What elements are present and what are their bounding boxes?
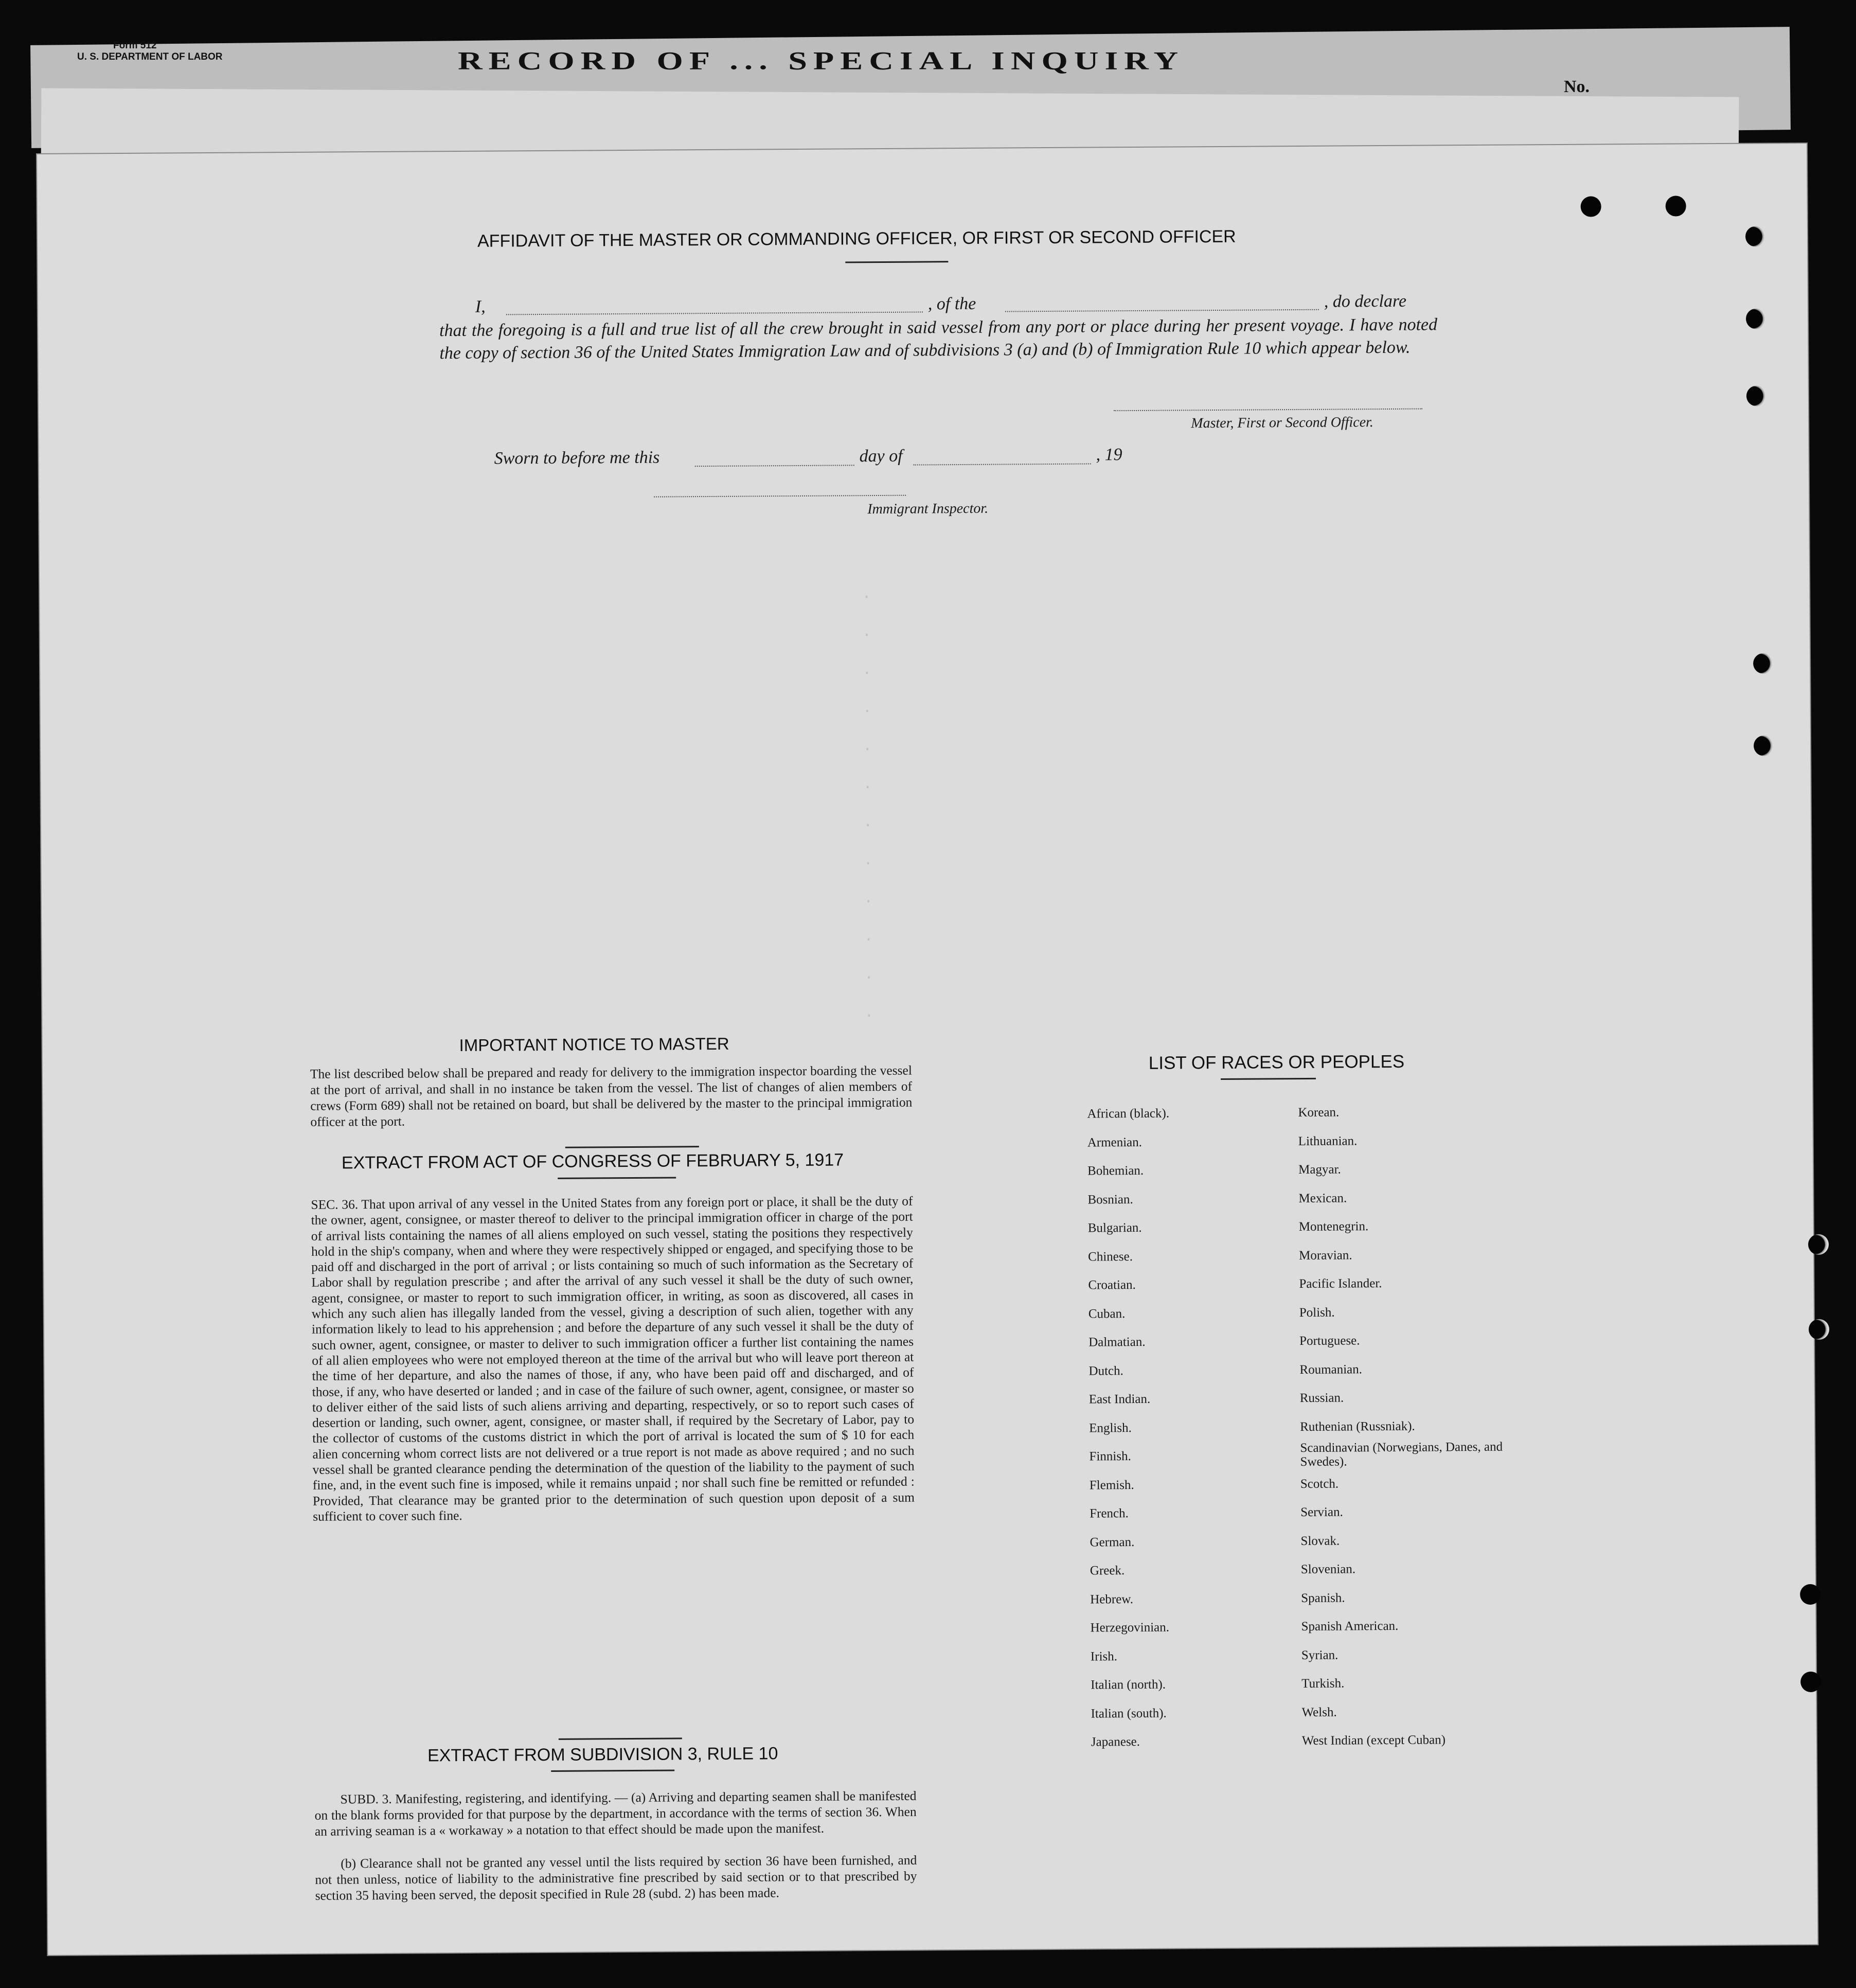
- punch-hole: [1809, 1319, 1829, 1340]
- races-left-column: [1087, 1098, 1287, 1756]
- extract-rule-para-b: (b) Clearance shall not be granted any vessel until the lists required by section 36 have been furnished, and not then unless, notice of liability to the administrative fine prescribed by said section or to that prescribed by section 35 having been served, the deposit specified in Rule 28 (subd. 2) has been made.: [315, 1852, 917, 1903]
- race-entry: Finnish.: [1089, 1449, 1131, 1464]
- department-name: U. S. DEPARTMENT OF LABOR: [77, 51, 223, 62]
- race-entry: Italian (north).: [1091, 1677, 1166, 1692]
- race-entry: Greek.: [1090, 1564, 1125, 1578]
- extract-act-title: EXTRACT FROM ACT OF CONGRESS OF FEBRUARY 5, 1917: [341, 1150, 844, 1173]
- race-entry: English.: [1089, 1421, 1132, 1435]
- punch-hole: [1745, 226, 1766, 246]
- punch-hole: [1753, 653, 1774, 673]
- sworn-day-field[interactable]: [695, 452, 854, 467]
- race-entry: East Indian.: [1088, 1392, 1151, 1407]
- race-entry: Cuban.: [1088, 1306, 1126, 1321]
- race-entry: Hebrew.: [1090, 1592, 1134, 1607]
- race-entry: German.: [1090, 1535, 1135, 1550]
- affidavit-of-the-label: , of the: [927, 294, 976, 314]
- affidavit-do-declare-label: , do declare: [1324, 291, 1407, 311]
- race-entry: Flemish.: [1089, 1478, 1134, 1493]
- race-entry: Dutch.: [1088, 1363, 1123, 1378]
- affidavit-i-label: I,: [475, 297, 486, 316]
- notice-body: The list described below shall be prepared and ready for delivery to the immigration inspector boarding the vessel at the port of arrival, and shall in no instance be taken from the vessel. The list of changes of alien members of crews (Form 689) shall not be retained on board, but shall be delivered by the master to the principal immigration officer at the port.: [310, 1062, 913, 1129]
- race-entry: Polish.: [1299, 1305, 1335, 1320]
- extract-rule-para-a: SUBD. 3. Manifesting, registering, and identifying. — (a) Arriving and departing seamen shall be manifested on the blank forms provided for that purpose by the department, in accordance with the terms of section 36. When an arriving seaman is a « workaway » a notation to that effect should be made upon the manifest.: [314, 1788, 917, 1839]
- sworn-month-field[interactable]: [914, 451, 1091, 465]
- punch-hole: [1800, 1672, 1821, 1692]
- extract-act-bottom-rule: [558, 1177, 676, 1179]
- race-entry: African (black).: [1087, 1106, 1170, 1121]
- race-entry: Italian (south).: [1091, 1706, 1167, 1721]
- signature-label: Master, First or Second Officer.: [1191, 414, 1373, 432]
- race-entry: Scotch.: [1300, 1477, 1339, 1491]
- races-title: LIST OF RACES OR PEOPLES: [1148, 1051, 1405, 1073]
- race-entry: Bohemian.: [1087, 1163, 1144, 1178]
- extract-act-top-rule: [565, 1146, 699, 1148]
- race-entry: French.: [1090, 1506, 1129, 1521]
- extract-rule-title: EXTRACT FROM SUBDIVISION 3, RULE 10: [427, 1744, 778, 1766]
- race-entry: Syrian.: [1301, 1648, 1339, 1662]
- races-right-column: [1298, 1097, 1518, 1755]
- race-entry: Slovenian.: [1300, 1562, 1356, 1577]
- affidavit-title: AFFIDAVIT OF THE MASTER OR COMMANDING OFFICER, OR FIRST OR SECOND OFFICER: [477, 226, 1236, 251]
- race-entry: Ruthenian (Russniak).: [1300, 1419, 1415, 1434]
- race-entry: Mexican.: [1298, 1191, 1347, 1205]
- race-entry: Spanish American.: [1301, 1619, 1399, 1634]
- extract-rule-bottom-rule: [551, 1769, 674, 1771]
- bleed-through-text: · · · · · · · · · · · ·: [235, 554, 876, 1067]
- notice-title: IMPORTANT NOTICE TO MASTER: [459, 1034, 729, 1055]
- punch-hole: [1581, 196, 1601, 217]
- race-entry: Magyar.: [1298, 1162, 1341, 1177]
- race-entry: Welsh.: [1301, 1705, 1337, 1719]
- race-entry: Russian.: [1299, 1391, 1344, 1406]
- race-entry: Spanish.: [1301, 1591, 1345, 1605]
- form-number: Form 512: [113, 40, 157, 51]
- inspector-label: Immigrant Inspector.: [867, 500, 989, 518]
- form-header: [77, 40, 223, 63]
- race-entry: Bosnian.: [1087, 1192, 1133, 1207]
- punch-hole: [1666, 196, 1686, 216]
- punch-hole: [1746, 308, 1766, 329]
- year-label: , 19: [1096, 445, 1122, 465]
- affiant-name-field[interactable]: [506, 298, 923, 315]
- day-of-label: day of: [859, 446, 903, 466]
- race-entry: Croatian.: [1088, 1277, 1136, 1292]
- race-entry: Roumanian.: [1299, 1362, 1363, 1377]
- race-entry: Montenegrin.: [1298, 1219, 1369, 1234]
- races-title-underline: [1221, 1078, 1316, 1080]
- affidavit-page: [37, 144, 1817, 1955]
- sworn-line: [494, 443, 1163, 470]
- punch-hole: [1746, 385, 1767, 406]
- race-entry: Dalmatian.: [1088, 1335, 1146, 1350]
- affidavit-body: that the foregoing is a full and true list of all the crew brought in said vessel from any port or place during her present voyage. I have noted the copy of section 36 of the United States Immigration Law and of subdivisions 3 (a) and (b) of Immigration Rule 10 which appear below.: [439, 315, 1438, 363]
- record-number-label: No.: [1564, 77, 1590, 96]
- punch-hole: [1754, 735, 1774, 756]
- race-entry: Portuguese.: [1299, 1334, 1360, 1348]
- race-entry: Scandinavian (Norwegians, Danes, and Swedes).: [1300, 1440, 1503, 1469]
- signature-field[interactable]: [1114, 407, 1422, 412]
- race-entry: Armenian.: [1087, 1135, 1143, 1150]
- vessel-name-field[interactable]: [1005, 296, 1319, 312]
- race-entry: Chinese.: [1088, 1249, 1133, 1264]
- inspector-signature-field[interactable]: [654, 494, 906, 498]
- race-entry: Turkish.: [1301, 1676, 1345, 1691]
- race-entry: Lithuanian.: [1298, 1133, 1358, 1148]
- record-title-partial: RECORD OF ... SPECIAL INQUIRY: [458, 46, 1185, 75]
- punch-hole: [1808, 1234, 1829, 1255]
- race-entry: Herzegovinian.: [1090, 1620, 1170, 1635]
- race-entry: Korean.: [1298, 1105, 1340, 1120]
- race-entry: West Indian (except Cuban): [1301, 1733, 1446, 1748]
- race-entry: Irish.: [1090, 1649, 1118, 1664]
- race-entry: Japanese.: [1091, 1734, 1140, 1749]
- affidavit-title-underline: [845, 261, 948, 263]
- punch-hole: [1800, 1584, 1821, 1605]
- race-entry: Pacific Islander.: [1299, 1276, 1382, 1291]
- extract-act-body: SEC. 36. That upon arrival of any vessel in the United States from any foreign port or place, it shall be the duty of the owner, agent, consignee, or master thereof to deliver to the principal immigration officer in charge of the port of arrival lists containing the names of all aliens employed on such vessel, stating the positions they respectively hold in the ship's company, when and where they were respectively shipped or engaged, and specifying those to be paid off and discharged in the port of arrival ; or lists containing so much of such information as the Secretary of Labor shall by regulation prescribe ; and after the arrival of any such vessel it shall be the duty of such owner, agent, consignee, or master to report to such immigration officer, in writing, as soon as discovered, all cases in which any such alien has illegally landed from the vessel, giving a description of such alien, together with any information likely to lead to his apprehension ; and before the departure of any such vessel it shall be the duty of such owner, agent, consignee, or master to deliver to such immigration officer a further list containing the names of all alien employees who were not employed thereon at the time of the arrival but who will leave port thereon at the time of her departure, and also the names of those, if any, who have been paid off and discharged, and of those, if any, who have deserted or landed ; and in case of the failure of such owner, agent, consignee, or master so to deliver either of the said lists of such aliens arriving and departing, respectively, or so to report such cases of desertion or landing, such owner, agent, consignee, or master shall, if required by the Secretary of Labor, pay to the collector of customs of the customs district in which the port of arrival is located the sum of $ 10 for each alien concerning whom correct lists are not delivered or a true report is not made as above required ; and no such vessel shall be granted clearance pending the determination of the question of the liability to the payment of such fine, and, in the event such fine is imposed, while it remains unpaid ; nor shall such fine be remitted or refunded : Provided, That clearance may be granted prior to the determination of such question upon deposit of a sum sufficient to cover such fine.: [311, 1193, 915, 1524]
- race-entry: Servian.: [1300, 1505, 1343, 1520]
- race-entry: Slovak.: [1300, 1534, 1340, 1548]
- race-entry: Moravian.: [1299, 1248, 1352, 1263]
- sworn-label: Sworn to before me this: [494, 448, 660, 468]
- race-entry: Bulgarian.: [1087, 1220, 1142, 1235]
- extract-rule-top-rule: [559, 1737, 682, 1739]
